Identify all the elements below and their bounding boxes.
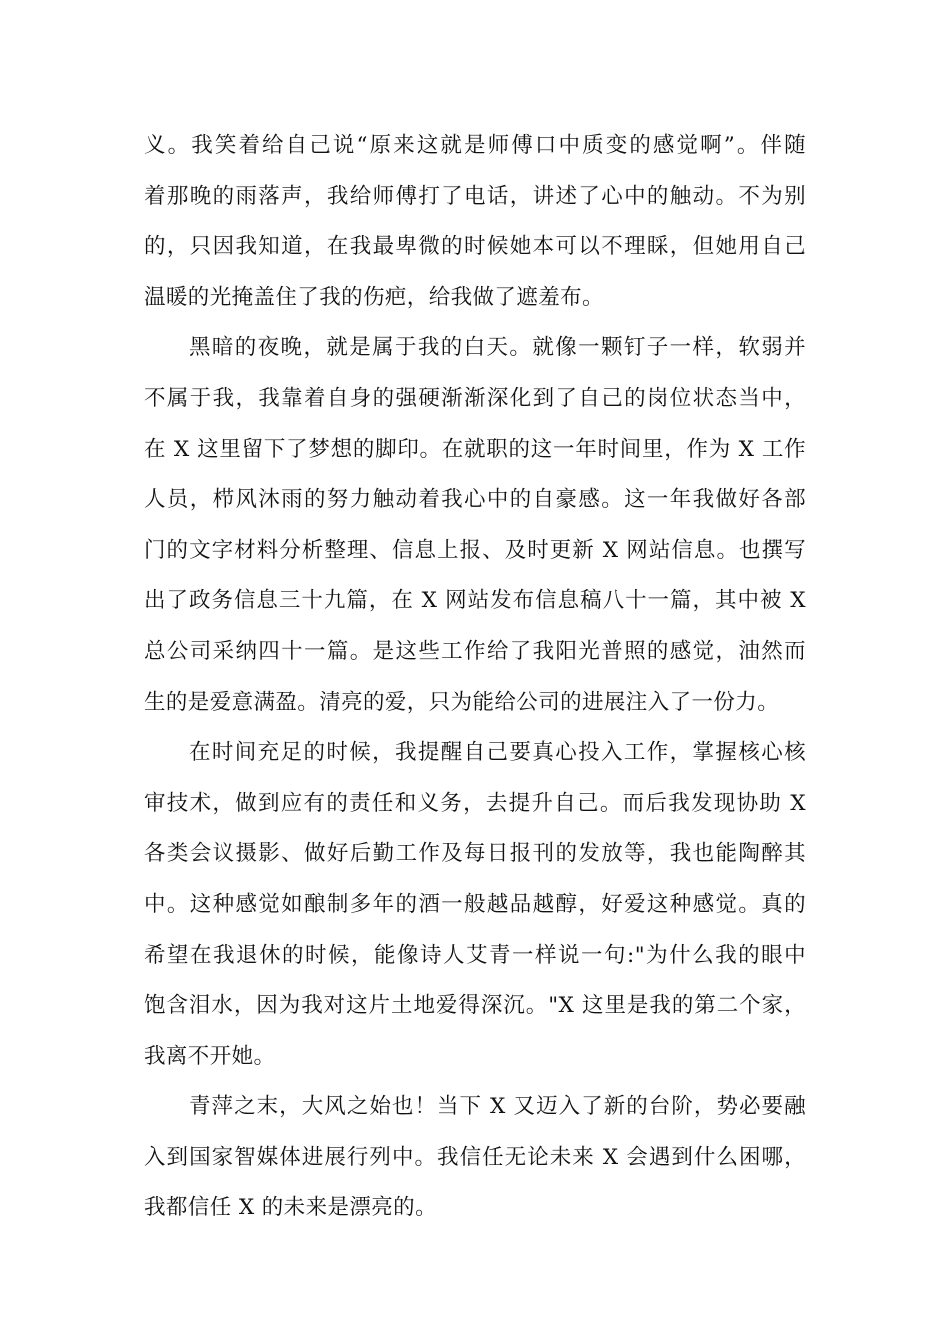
text-line: 希望在我退休的时候，能像诗人艾青一样说一句:"为什么我的眼中: [144, 942, 806, 968]
text-line: 生的是爱意满盈。清亮的爱，只为能给公司的进展注入了一份力。: [144, 689, 780, 715]
text-line: 入到国家智媒体进展行列中。我信任无论未来 X 会遇到什么困哪，: [144, 1144, 806, 1170]
text-line: 审技术，做到应有的责任和义务，去提升自己。而后我发现协助 X: [144, 790, 806, 816]
text-line: 中。这种感觉如酿制多年的酒一般越品越醇，好爱这种感觉。真的: [144, 891, 806, 917]
paragraph-3: [144, 728, 806, 1082]
text-line: 青萍之末，大风之始也！当下 X 又迈入了新的台阶，势必要融: [189, 1094, 806, 1120]
paragraph-1: [144, 121, 806, 323]
text-line: 的，只因我知道，在我最卑微的时候她本可以不理睬，但她用自己: [144, 234, 806, 260]
text-line: 在时间充足的时候，我提醒自己要真心投入工作，掌握核心核: [189, 740, 806, 766]
text-line: 黑暗的夜晚，就是属于我的白天。就像一颗钉子一样，软弱并: [189, 335, 806, 361]
paragraph-2: [144, 323, 806, 728]
text-line: 着那晚的雨落声，我给师傅打了电话，讲述了心中的触动。不为别: [144, 183, 806, 209]
text-line: 在 X 这里留下了梦想的脚印。在就职的这一年时间里，作为 X 工作: [144, 436, 806, 462]
text-line: 各类会议摄影、做好后勤工作及每日报刊的发放等，我也能陶醉其: [144, 841, 806, 867]
text-line: 出了政务信息三十九篇，在 X 网站发布信息稿八十一篇，其中被 X: [144, 588, 806, 614]
text-line: 不属于我，我靠着自身的强硬渐渐深化到了自己的岗位状态当中，: [144, 385, 806, 411]
text-line: 我都信任 X 的未来是漂亮的。: [144, 1195, 437, 1221]
paragraph-4: [144, 1082, 806, 1234]
text-line: 人员，栉风沐雨的努力触动着我心中的自豪感。这一年我做好各部: [144, 487, 806, 513]
text-line: 饱含泪水，因为我对这片土地爱得深沉。"X 这里是我的第二个家，: [144, 993, 806, 1019]
text-line: 温暖的光掩盖住了我的伤疤，给我做了遮羞布。: [144, 284, 604, 310]
text-line: 总公司采纳四十一篇。是这些工作给了我阳光普照的感觉，油然而: [144, 638, 806, 664]
document-body: [144, 121, 806, 1234]
text-line: 我离不开她。: [144, 1043, 276, 1069]
text-line: 义。我笑着给自己说“原来这就是师傅口中质变的感觉啊”。伴随: [144, 133, 806, 158]
text-line: 门的文字材料分析整理、信息上报、及时更新 X 网站信息。也撰写: [144, 537, 806, 563]
